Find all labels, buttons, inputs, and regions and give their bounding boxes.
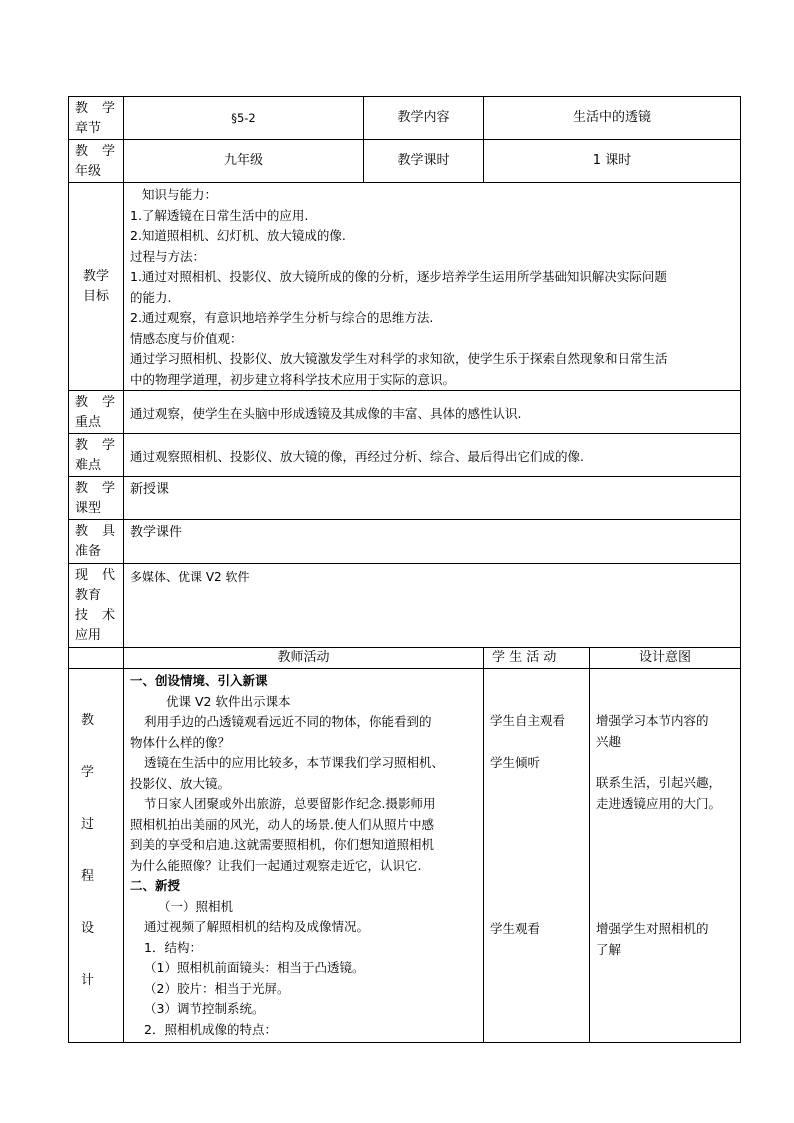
process-header-blank	[69, 648, 124, 669]
row-modern-tech	[69, 564, 741, 648]
hours-label: 教学课时	[364, 140, 484, 183]
tools-value: 教学课件	[124, 520, 741, 564]
row-goals	[69, 183, 741, 391]
row-process-body	[69, 669, 741, 1043]
label-grade: 教 学 年级	[69, 140, 124, 183]
row-key-points	[69, 391, 741, 434]
row-lesson-type	[69, 477, 741, 520]
student-item: 学生自主观看	[490, 713, 566, 728]
student-item: 学生倾听	[490, 755, 541, 770]
modern-tech-value: 多媒体、优课 V2 软件	[124, 564, 741, 648]
content-value: 生活中的透镜	[484, 97, 741, 140]
intent-item: 增强学生对照相机的 了解	[596, 921, 709, 957]
label-tools: 教 具 准备	[69, 520, 124, 564]
row-tools	[69, 520, 741, 564]
process-side-label: 教 学 过 程 设 计	[69, 669, 124, 1043]
row-difficulties	[69, 434, 741, 477]
lesson-plan-table	[68, 96, 741, 1043]
key-points-value: 通过观察，使学生在头脑中形成透镜及其成像的丰富、具体的感性认识.	[124, 391, 741, 434]
label-lesson-type: 教 学 课型	[69, 477, 124, 520]
student-activities	[484, 669, 590, 1043]
label-modern-tech: 现 代 教育 技 术 应用	[69, 564, 124, 648]
difficulties-value: 通过观察照相机、投影仪、放大镜的像，再经过分析、综合、最后得出它们成的像.	[124, 434, 741, 477]
intent-item: 增强学习本节内容的 兴趣	[596, 713, 709, 749]
student-item: 学生观看	[490, 921, 541, 936]
label-difficulties: 教 学 难点	[69, 434, 124, 477]
chapter-value: §5-2	[124, 97, 364, 140]
hours-value: 1 课时	[484, 140, 741, 183]
label-goals: 教学 目标	[69, 183, 124, 391]
header-student: 学 生 活 动	[484, 648, 590, 669]
row-grade	[69, 140, 741, 183]
design-intent	[590, 669, 741, 1043]
content-label: 教学内容	[364, 97, 484, 140]
intent-item: 联系生活，引起兴趣， 走进透镜应用的大门。	[596, 775, 722, 811]
lesson-plan-table-wrapper	[68, 96, 740, 1043]
label-chapter: 教 学 章节	[69, 97, 124, 140]
teacher-activities: 一、创设情境、引入新课 优课 V2 软件出示课本 利用手边的凸透镜观看远近不同的物体，你能看到的 物体什么样的像？ 透镜在生活中的应用比较多，本节课我们学习照相机、 投影仪、放大镜。 节日家人团聚或外出旅游，总要留影作纪念.摄影师用 照相机拍出美丽的风光，动人的场景.使人们从照片中感 到美的享受和启迪.这就需要照相机，你们想知道照相机 为什么能照像？让我们一起通过观察走近它，认识它. 二、新授 （一）照相机 通过视频了解照相机的结构及成像情况。 1．结构： （1）照相机前面镜头：相当于凸透镜。 （2）胶片：相当于光屏。 （3）调节控制系统。 2．照相机成像的特点：	[124, 669, 484, 1043]
header-teacher: 教师活动	[124, 648, 484, 669]
header-intent: 设计意图	[590, 648, 741, 669]
row-process-header	[69, 648, 741, 669]
lesson-type-value: 新授课	[124, 477, 741, 520]
grade-value: 九年级	[124, 140, 364, 183]
row-chapter	[69, 97, 741, 140]
goals-content: 知识与能力： 1.了解透镜在日常生活中的应用. 2.知道照相机、幻灯机、放大镜成的像. 过程与方法： 1.通过对照相机、投影仪、放大镜所成的像的分析，逐步培养学生运用所学基础知识解决实际问题 的能力. 2.通过观察，有意识地培养学生分析与综合的思维方法. 情感态度与价值观： 通过学习照相机、投影仪、放大镜激发学生对科学的求知欲，使学生乐于探索自然现象和日常生活 中的物理学道理，初步建立将科学技术应用于实际的意识。	[124, 183, 741, 391]
label-key-points: 教 学 重点	[69, 391, 124, 434]
